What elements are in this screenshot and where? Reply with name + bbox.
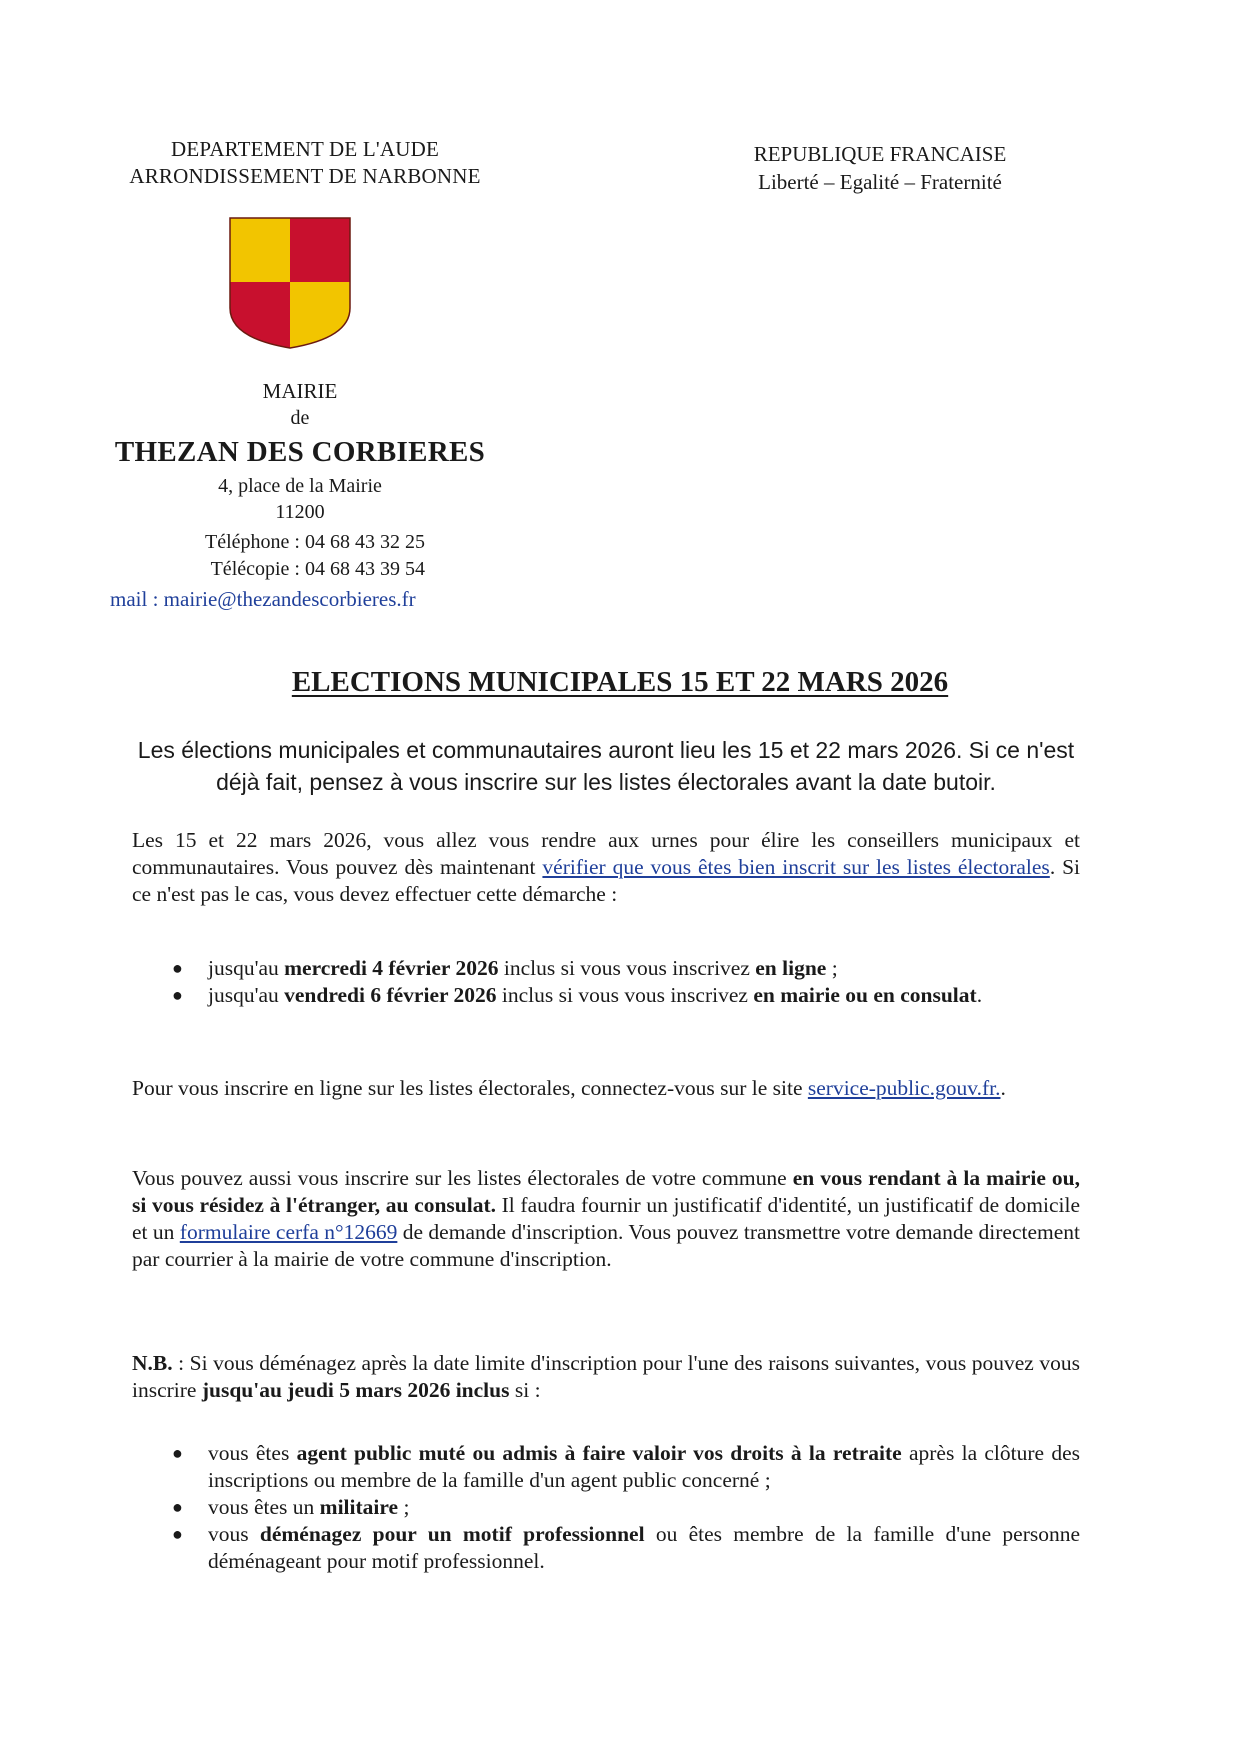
department-header: [110, 136, 500, 190]
arrondissement-line: ARRONDISSEMENT DE NARBONNE: [129, 164, 481, 188]
deadline-date: vendredi 6 février 2026: [284, 983, 497, 1007]
deadline-date: mercredi 4 février 2026: [284, 956, 499, 980]
paragraph-text: Les 15 et 22 mars 2026, vous allez vous rendre aux urnes pour élire les conseillers municipaux et communautaires. Vous pouvez dès maintenant: [132, 828, 1080, 879]
mairie-consulat-emphasis: en vous rendant à la mairie ou, si vous résidez à l'étranger, au consulat.: [132, 1166, 1080, 1217]
bullet-icon: ●: [172, 1497, 183, 1517]
check-registration-link[interactable]: vérifier que vous êtes bien inscrit sur les listes électorales: [542, 855, 1050, 879]
late-deadline: jusqu'au jeudi 5 mars 2026 inclus: [201, 1378, 510, 1402]
mairie-registration-paragraph: Vous pouvez aussi vous inscrire sur les listes électorales de votre commune en vous rendant à la mairie ou, si vous résidez à l'étranger, au consulat. Il faudra fournir un justificatif d'identité, un justificatif de domicile et un formulaire cerfa n°12669 de demande d'inscription. Vous pouvez transmettre votre demande directement par courrier à la mairie de votre commune d'inscription.: [132, 1166, 1080, 1271]
reasons-list: [172, 1440, 1080, 1575]
registration-paragraph: [132, 827, 1080, 908]
intro-paragraph: Les élections municipales et communautaires auront lieu les 15 et 22 mars 2026. Si ce n'est déjà fait, pensez à vous inscrire sur les listes électorales avant la date butoir.: [137, 737, 1075, 795]
mairie-postcode: 11200: [275, 501, 325, 523]
nb-label: N.B.: [132, 1351, 173, 1375]
contact-block: [110, 529, 490, 614]
republic-header: [730, 140, 1030, 196]
bullet-icon: ●: [172, 958, 183, 978]
bullet-icon: ●: [172, 1443, 183, 1463]
mail-address[interactable]: mail : mairie@thezandescorbieres.fr: [110, 587, 416, 611]
phone-number: Téléphone : 04 68 43 32 25: [205, 531, 425, 553]
list-item: ● vous êtes un militaire ;: [172, 1495, 410, 1519]
town-name: THEZAN DES CORBIERES: [114, 436, 486, 468]
bullet-icon: ●: [172, 985, 183, 1005]
paragraph-text: . Si ce n'est pas le cas, vous devez effectuer cette démarche :: [132, 855, 1081, 906]
mairie-block: [110, 378, 490, 525]
cerfa-form-link[interactable]: formulaire cerfa n°12669: [179, 1220, 398, 1244]
mairie-label: MAIRIE: [262, 379, 338, 403]
nb-paragraph: N.B. : Si vous déménagez après la date limite d'inscription pour l'une des raisons suivantes, vous pouvez vous inscrire jusqu'au jeudi 5 mars 2026 inclus si :: [132, 1351, 1080, 1402]
mairie-address: 4, place de la Mairie: [218, 475, 382, 497]
deadline-mode: en mairie ou en consulat: [753, 983, 977, 1007]
service-public-link[interactable]: service-public.gouv.fr.: [807, 1076, 1001, 1100]
mairie-de: de: [290, 407, 310, 429]
online-registration-paragraph: Pour vous inscrire en ligne sur les listes électorales, connectez-vous sur le site service-public.gouv.fr..: [132, 1076, 1006, 1100]
list-item: ● jusqu'au mercredi 4 février 2026 inclus si vous vous inscrivez en ligne ;: [172, 956, 838, 980]
republic-line: REPUBLIQUE FRANCAISE: [753, 142, 1007, 166]
motto-line: Liberté – Egalité – Fraternité: [758, 170, 1002, 194]
deadline-list: [172, 955, 1080, 1009]
department-line: DEPARTEMENT DE L'AUDE: [170, 137, 440, 161]
list-item: ● vous déménagez pour un motif professionnel ou êtes membre de la famille d'une personne déménageant pour motif professionnel.: [172, 1522, 1081, 1573]
coat-of-arms-icon: [228, 216, 352, 350]
bullet-icon: ●: [172, 1524, 183, 1544]
list-item: ● jusqu'au vendredi 6 février 2026 inclus si vous vous inscrivez en mairie ou en consulat.: [172, 983, 983, 1007]
deadline-mode: en ligne: [755, 956, 827, 980]
list-item: ● vous êtes agent public muté ou admis à faire valoir vos droits à la retraite après la clôture des inscriptions ou membre de la famille d'un agent public concerné ;: [172, 1441, 1081, 1492]
fax-number: Télécopie : 04 68 43 39 54: [210, 558, 425, 580]
page-title: ELECTIONS MUNICIPALES 15 ET 22 MARS 2026: [291, 666, 949, 698]
